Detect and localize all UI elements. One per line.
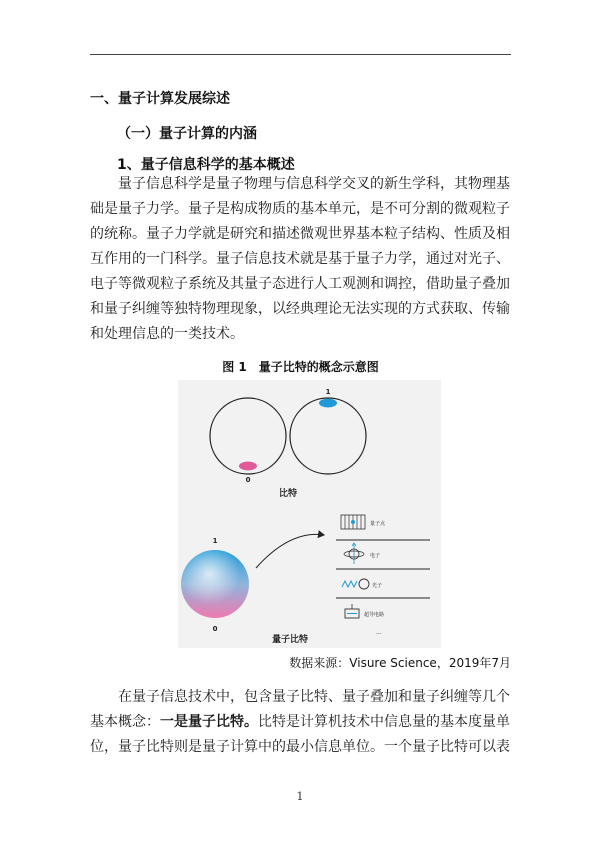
legend-quantum-dot: 量子点 — [370, 521, 386, 527]
bit-state-zero-dot — [239, 462, 257, 471]
paragraph-line: 础是量子力学。量子是构成物质的基本单元，是不可分割的微观粒子 — [90, 201, 510, 217]
header-rule — [90, 54, 511, 55]
subsubsection-heading: 1、量子信息科学的基本概述 — [117, 157, 295, 173]
paragraph-line: 互作用的一门科学。量子信息技术就是基于量子力学，通过对光子、 — [90, 251, 510, 267]
qubit-caption: 量子比特 — [271, 635, 309, 645]
data-source: 数据来源：Visure Science，2019年7月 — [289, 656, 511, 670]
concept-paragraph — [90, 685, 511, 760]
paragraph-line: 量子信息科学是量子物理与信息科学交叉的新生学科，其物理基 — [118, 176, 510, 192]
paragraph-line: 的统称。量子力学就是研究和描述微观世界基本粒子结构、性质及相 — [90, 226, 510, 242]
paragraph-line: 和处理信息的一类技术。 — [90, 326, 244, 342]
figure-title: 图 1 量子比特的概念示意图 — [222, 360, 379, 374]
page-number: 1 — [296, 790, 304, 803]
qubit-sphere-highlight — [181, 550, 249, 618]
paragraph-line: 和量子纠缠等独特物理现象，以经典理论无法实现的方式获取、传输 — [90, 301, 510, 317]
electron-icon — [344, 543, 364, 564]
quantum-dot-icon — [341, 515, 365, 529]
photon-icon — [342, 579, 369, 589]
paragraph-line: 在量子信息技术中，包含量子比特、量子叠加和量子纠缠等几个 — [118, 689, 510, 705]
bit-caption: 比特 — [278, 489, 298, 499]
bit-circle-one — [290, 398, 366, 474]
qubit-one-label: 1 — [212, 537, 218, 545]
legend-superconducting-circuit: 超导电路 — [364, 612, 385, 618]
legend-electron: 电子 — [370, 553, 381, 559]
subsection-heading: （一）量子计算的内涵 — [117, 126, 257, 142]
qubit-zero-label: 0 — [212, 625, 218, 633]
intro-paragraph — [90, 172, 511, 347]
paragraph-line — [90, 710, 511, 735]
superconducting-circuit-icon — [345, 604, 359, 618]
bit-state-one-dot — [319, 399, 337, 408]
qubit-figure — [178, 380, 441, 648]
legend-more: ... — [376, 629, 382, 636]
paragraph-text: 基本概念： — [90, 714, 160, 730]
qubit-diagram — [178, 380, 441, 648]
legend-photon: 光子 — [372, 583, 383, 589]
paragraph-line: 位，量子比特则是量子计算中的最小信息单位。一个量子比特可以表 — [90, 739, 510, 755]
arrow-icon — [256, 534, 324, 568]
bit-one-label: 1 — [325, 388, 331, 396]
section-heading: 一、量子计算发展综述 — [90, 91, 230, 107]
paragraph-text: 比特是计算机技术中信息量的基本度量单 — [258, 714, 510, 730]
paragraph-line: 电子等微观粒子系统及其量子态进行人工观测和调控，借助量子叠加 — [90, 276, 510, 292]
bit-zero-label: 0 — [245, 476, 251, 484]
bold-phrase: 一是量子比特。 — [160, 714, 258, 730]
